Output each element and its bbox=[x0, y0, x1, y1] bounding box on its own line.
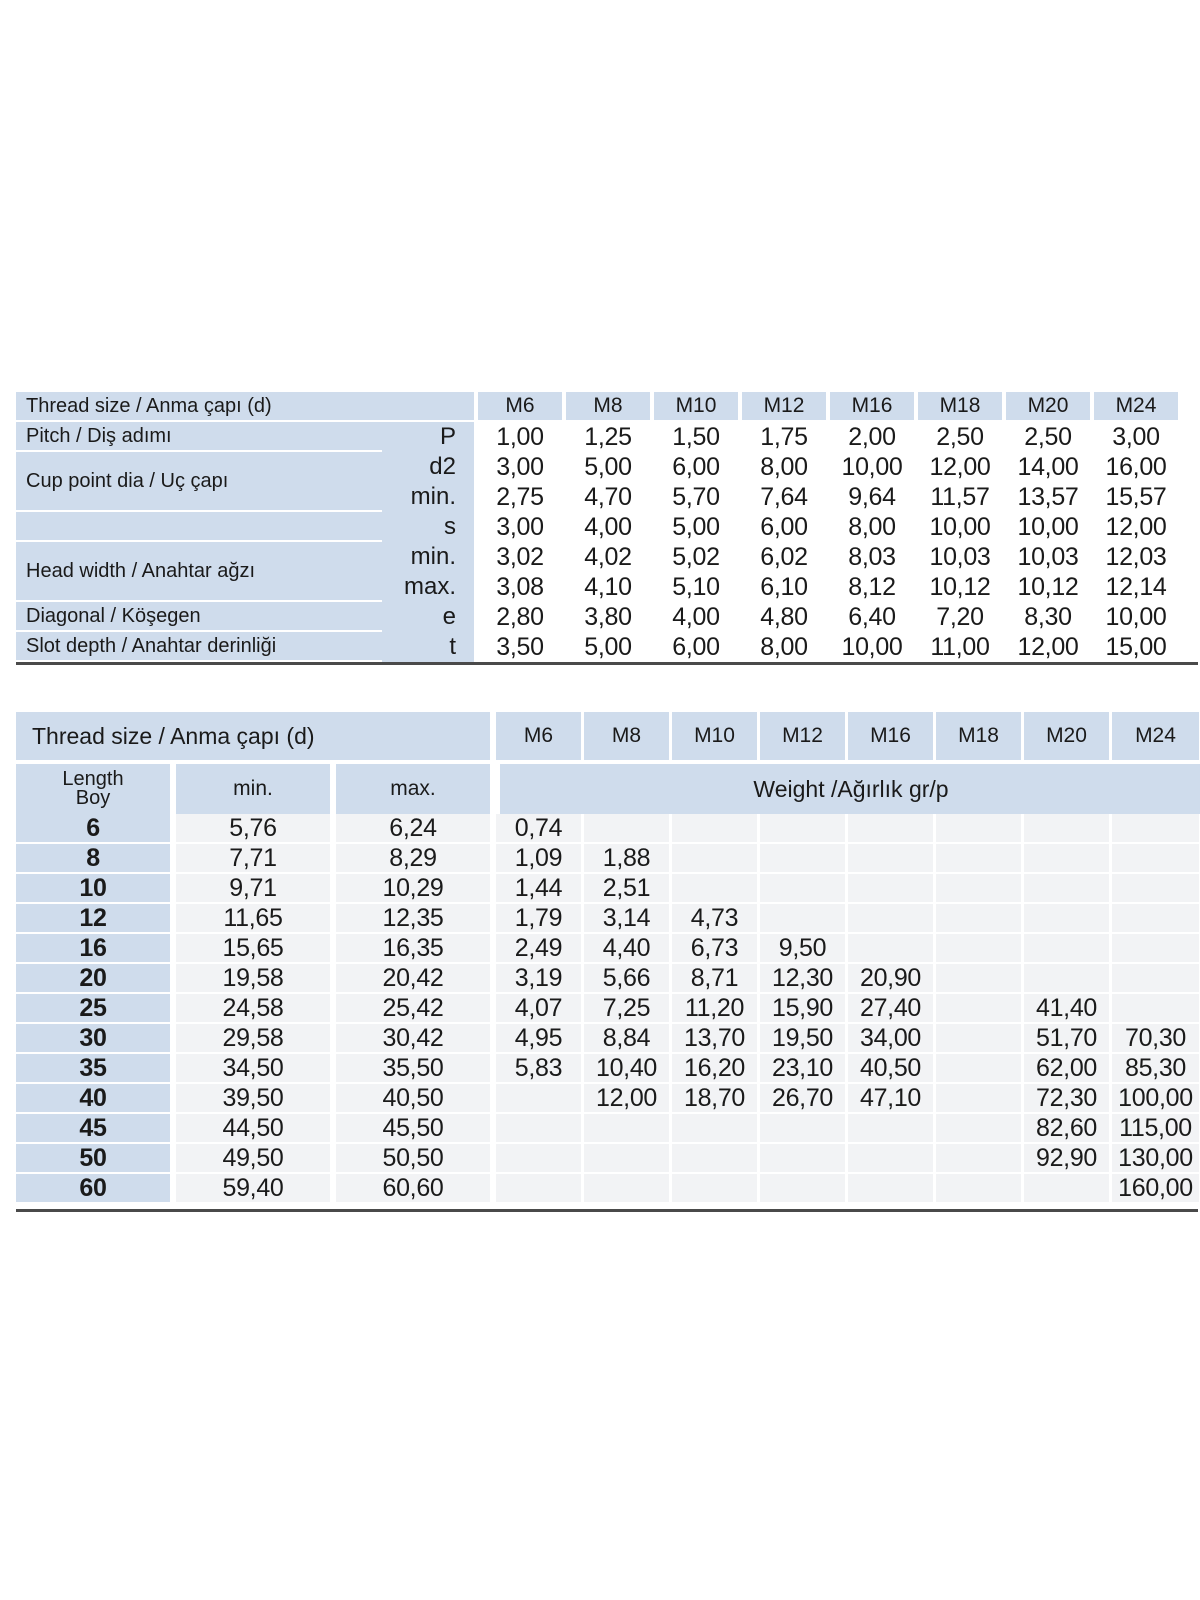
weight-cell bbox=[936, 964, 1024, 994]
value-cell: 1,00 bbox=[474, 422, 562, 452]
value-cell: 11,57 bbox=[914, 482, 1002, 512]
weight-cell: 4,07 bbox=[496, 994, 584, 1024]
size-header: M20 bbox=[1024, 712, 1112, 764]
value-cell: 12,00 bbox=[914, 452, 1002, 482]
weight-cell: 16,20 bbox=[672, 1054, 760, 1084]
value-cell: 2,00 bbox=[826, 422, 914, 452]
weight-cell bbox=[1024, 874, 1112, 904]
max-header: max. bbox=[336, 764, 490, 814]
value-cell: 8,00 bbox=[738, 632, 826, 662]
weight-cell: 13,70 bbox=[672, 1024, 760, 1054]
weight-cell: 4,40 bbox=[584, 934, 672, 964]
weight-cell bbox=[760, 1114, 848, 1144]
weight-cell: 34,00 bbox=[848, 1024, 936, 1054]
value-cell: 9,64 bbox=[826, 482, 914, 512]
value-cell: 5,70 bbox=[650, 482, 738, 512]
weight-cell: 115,00 bbox=[1112, 1114, 1200, 1144]
weight-cell bbox=[848, 874, 936, 904]
weight-header: Weight /Ağırlık gr/p bbox=[496, 764, 1200, 814]
weight-cell: 51,70 bbox=[1024, 1024, 1112, 1054]
table1-bottom-rule bbox=[16, 662, 1198, 665]
weight-cell: 92,90 bbox=[1024, 1144, 1112, 1174]
weight-cell bbox=[1112, 904, 1200, 934]
value-cell: 15,00 bbox=[1090, 632, 1178, 662]
length-cell: 12 bbox=[16, 904, 170, 934]
weight-cell bbox=[760, 844, 848, 874]
min-cell: 29,58 bbox=[176, 1024, 330, 1054]
value-cell: 10,12 bbox=[1002, 572, 1090, 602]
table2-bottom-rule bbox=[16, 1209, 1198, 1212]
value-cell: 12,03 bbox=[1090, 542, 1178, 572]
value-cell: 2,75 bbox=[474, 482, 562, 512]
value-cell: 8,30 bbox=[1002, 602, 1090, 632]
value-cell: 2,50 bbox=[1002, 422, 1090, 452]
weight-cell: 3,14 bbox=[584, 904, 672, 934]
value-cell: 4,80 bbox=[738, 602, 826, 632]
value-cell: 5,10 bbox=[650, 572, 738, 602]
weight-cell bbox=[496, 1174, 584, 1204]
weight-cell: 6,73 bbox=[672, 934, 760, 964]
length-header bbox=[16, 764, 170, 814]
weight-cell bbox=[584, 1114, 672, 1144]
weight-cell bbox=[936, 1174, 1024, 1204]
value-cell: 5,00 bbox=[650, 512, 738, 542]
length-cell: 6 bbox=[16, 814, 170, 844]
weight-cell bbox=[1024, 814, 1112, 844]
value-cell: 12,14 bbox=[1090, 572, 1178, 602]
value-cell: 4,02 bbox=[562, 542, 650, 572]
weight-cell bbox=[496, 1144, 584, 1174]
min-cell: 24,58 bbox=[176, 994, 330, 1024]
weight-cell bbox=[1112, 844, 1200, 874]
value-cell: 6,00 bbox=[650, 452, 738, 482]
value-cell: 8,03 bbox=[826, 542, 914, 572]
row-label: Cup point dia / Uç çapı bbox=[16, 452, 382, 512]
weight-cell: 1,79 bbox=[496, 904, 584, 934]
size-header: M18 bbox=[936, 712, 1024, 764]
value-cell: 6,00 bbox=[650, 632, 738, 662]
weight-cell: 1,44 bbox=[496, 874, 584, 904]
weight-cell: 23,10 bbox=[760, 1054, 848, 1084]
value-cell: 8,00 bbox=[826, 512, 914, 542]
weight-cell bbox=[936, 994, 1024, 1024]
value-cell: 10,00 bbox=[826, 452, 914, 482]
weight-cell: 40,50 bbox=[848, 1054, 936, 1084]
weight-cell bbox=[1024, 934, 1112, 964]
weight-cell: 47,10 bbox=[848, 1084, 936, 1114]
size-header: M10 bbox=[650, 392, 738, 422]
weight-cell bbox=[760, 874, 848, 904]
value-cell: 5,02 bbox=[650, 542, 738, 572]
size-header: M12 bbox=[738, 392, 826, 422]
weight-cell bbox=[936, 1114, 1024, 1144]
weight-cell bbox=[1112, 814, 1200, 844]
weight-cell: 85,30 bbox=[1112, 1054, 1200, 1084]
max-cell: 35,50 bbox=[336, 1054, 490, 1084]
size-header: M16 bbox=[826, 392, 914, 422]
weight-cell bbox=[848, 1144, 936, 1174]
weight-cell bbox=[584, 1144, 672, 1174]
max-cell: 10,29 bbox=[336, 874, 490, 904]
thread-size-label: Thread size / Anma çapı (d) bbox=[16, 712, 490, 764]
size-header: M20 bbox=[1002, 392, 1090, 422]
weight-cell bbox=[936, 814, 1024, 844]
weight-cell: 8,84 bbox=[584, 1024, 672, 1054]
header-spacer bbox=[382, 392, 474, 422]
weight-cell bbox=[1112, 994, 1200, 1024]
value-cell: 10,03 bbox=[914, 542, 1002, 572]
size-header: M16 bbox=[848, 712, 936, 764]
weight-cell bbox=[1024, 844, 1112, 874]
max-cell: 60,60 bbox=[336, 1174, 490, 1204]
row-symbol: d2 bbox=[382, 452, 474, 482]
value-cell: 4,10 bbox=[562, 572, 650, 602]
weight-cell: 12,00 bbox=[584, 1084, 672, 1114]
thread-size-label: Thread size / Anma çapı (d) bbox=[16, 392, 382, 422]
value-cell: 3,80 bbox=[562, 602, 650, 632]
value-cell: 4,00 bbox=[650, 602, 738, 632]
value-cell: 4,70 bbox=[562, 482, 650, 512]
row-symbol: e bbox=[382, 602, 474, 632]
weight-cell bbox=[584, 1174, 672, 1204]
min-cell: 59,40 bbox=[176, 1174, 330, 1204]
length-cell: 30 bbox=[16, 1024, 170, 1054]
min-cell: 39,50 bbox=[176, 1084, 330, 1114]
weight-cell bbox=[760, 814, 848, 844]
value-cell: 6,02 bbox=[738, 542, 826, 572]
max-cell: 25,42 bbox=[336, 994, 490, 1024]
row-symbol: min. bbox=[382, 542, 474, 572]
weight-cell bbox=[1024, 1174, 1112, 1204]
weight-cell: 160,00 bbox=[1112, 1174, 1200, 1204]
size-header: M18 bbox=[914, 392, 1002, 422]
value-cell: 5,00 bbox=[562, 452, 650, 482]
weight-cell bbox=[760, 1144, 848, 1174]
value-cell: 10,12 bbox=[914, 572, 1002, 602]
size-header: M24 bbox=[1090, 392, 1178, 422]
weight-cell bbox=[936, 1054, 1024, 1084]
max-cell: 40,50 bbox=[336, 1084, 490, 1114]
max-cell: 30,42 bbox=[336, 1024, 490, 1054]
boy-label: Boy bbox=[75, 787, 111, 809]
weight-cell: 5,66 bbox=[584, 964, 672, 994]
value-cell: 12,00 bbox=[1002, 632, 1090, 662]
max-cell: 8,29 bbox=[336, 844, 490, 874]
weight-cell: 20,90 bbox=[848, 964, 936, 994]
max-cell: 16,35 bbox=[336, 934, 490, 964]
weight-cell bbox=[936, 1084, 1024, 1114]
value-cell: 7,64 bbox=[738, 482, 826, 512]
weight-cell bbox=[848, 1114, 936, 1144]
size-header: M10 bbox=[672, 712, 760, 764]
row-symbol: t bbox=[382, 632, 474, 662]
size-header: M12 bbox=[760, 712, 848, 764]
weight-cell bbox=[672, 1114, 760, 1144]
weight-cell bbox=[672, 1144, 760, 1174]
value-cell: 6,00 bbox=[738, 512, 826, 542]
min-cell: 5,76 bbox=[176, 814, 330, 844]
value-cell: 2,80 bbox=[474, 602, 562, 632]
size-header: M24 bbox=[1112, 712, 1200, 764]
length-cell: 60 bbox=[16, 1174, 170, 1204]
weight-cell: 0,74 bbox=[496, 814, 584, 844]
weight-cell: 2,49 bbox=[496, 934, 584, 964]
weight-cell: 7,25 bbox=[584, 994, 672, 1024]
value-cell: 4,00 bbox=[562, 512, 650, 542]
length-cell: 16 bbox=[16, 934, 170, 964]
weight-cell: 100,00 bbox=[1112, 1084, 1200, 1114]
min-cell: 34,50 bbox=[176, 1054, 330, 1084]
length-cell: 8 bbox=[16, 844, 170, 874]
weight-cell bbox=[760, 904, 848, 934]
weight-cell: 19,50 bbox=[760, 1024, 848, 1054]
weight-cell bbox=[1024, 964, 1112, 994]
weight-cell bbox=[936, 904, 1024, 934]
row-label: Head width / Anahtar ağzı bbox=[16, 542, 382, 602]
weight-cell: 26,70 bbox=[760, 1084, 848, 1114]
value-cell: 10,00 bbox=[1002, 512, 1090, 542]
weight-cell bbox=[496, 1084, 584, 1114]
weight-cell: 72,30 bbox=[1024, 1084, 1112, 1114]
weight-cell bbox=[936, 1144, 1024, 1174]
weight-cell: 27,40 bbox=[848, 994, 936, 1024]
size-header: M6 bbox=[474, 392, 562, 422]
value-cell: 3,08 bbox=[474, 572, 562, 602]
weight-cell: 82,60 bbox=[1024, 1114, 1112, 1144]
value-cell: 3,50 bbox=[474, 632, 562, 662]
length-cell: 20 bbox=[16, 964, 170, 994]
length-cell: 25 bbox=[16, 994, 170, 1024]
weight-cell bbox=[672, 1174, 760, 1204]
weight-cell: 15,90 bbox=[760, 994, 848, 1024]
max-cell: 6,24 bbox=[336, 814, 490, 844]
length-cell: 40 bbox=[16, 1084, 170, 1114]
row-symbol: P bbox=[382, 422, 474, 452]
value-cell: 14,00 bbox=[1002, 452, 1090, 482]
value-cell: 1,50 bbox=[650, 422, 738, 452]
min-cell: 7,71 bbox=[176, 844, 330, 874]
value-cell: 1,25 bbox=[562, 422, 650, 452]
weight-cell: 1,88 bbox=[584, 844, 672, 874]
size-header: M8 bbox=[562, 392, 650, 422]
weight-cell: 4,73 bbox=[672, 904, 760, 934]
length-cell: 35 bbox=[16, 1054, 170, 1084]
value-cell: 3,00 bbox=[1090, 422, 1178, 452]
row-symbol: min. bbox=[382, 482, 474, 512]
weight-cell: 1,09 bbox=[496, 844, 584, 874]
row-symbol: max. bbox=[382, 572, 474, 602]
weight-cell: 10,40 bbox=[584, 1054, 672, 1084]
weight-cell: 11,20 bbox=[672, 994, 760, 1024]
weight-cell: 41,40 bbox=[1024, 994, 1112, 1024]
min-cell: 44,50 bbox=[176, 1114, 330, 1144]
row-label: Slot depth / Anahtar derinliği bbox=[16, 632, 382, 662]
value-cell: 8,00 bbox=[738, 452, 826, 482]
weight-cell: 8,71 bbox=[672, 964, 760, 994]
value-cell: 15,57 bbox=[1090, 482, 1178, 512]
max-cell: 50,50 bbox=[336, 1144, 490, 1174]
value-cell: 16,00 bbox=[1090, 452, 1178, 482]
min-cell: 19,58 bbox=[176, 964, 330, 994]
value-cell: 7,20 bbox=[914, 602, 1002, 632]
weight-cell bbox=[848, 814, 936, 844]
weight-cell bbox=[1112, 964, 1200, 994]
value-cell: 11,00 bbox=[914, 632, 1002, 662]
size-header: M6 bbox=[496, 712, 584, 764]
weight-cell bbox=[936, 844, 1024, 874]
min-cell: 49,50 bbox=[176, 1144, 330, 1174]
weight-cell: 12,30 bbox=[760, 964, 848, 994]
weight-cell bbox=[848, 934, 936, 964]
value-cell: 10,00 bbox=[1090, 602, 1178, 632]
weight-cell: 9,50 bbox=[760, 934, 848, 964]
length-cell: 45 bbox=[16, 1114, 170, 1144]
dimensions-table bbox=[16, 392, 1198, 662]
value-cell: 5,00 bbox=[562, 632, 650, 662]
weight-cell: 2,51 bbox=[584, 874, 672, 904]
row-label bbox=[16, 512, 382, 542]
value-cell: 10,00 bbox=[914, 512, 1002, 542]
value-cell: 10,03 bbox=[1002, 542, 1090, 572]
value-cell: 8,12 bbox=[826, 572, 914, 602]
weight-cell: 70,30 bbox=[1112, 1024, 1200, 1054]
weight-cell bbox=[496, 1114, 584, 1144]
min-cell: 11,65 bbox=[176, 904, 330, 934]
weight-cell bbox=[848, 844, 936, 874]
max-cell: 12,35 bbox=[336, 904, 490, 934]
weight-cell bbox=[672, 874, 760, 904]
weight-table bbox=[16, 712, 1198, 1204]
weight-cell bbox=[760, 1174, 848, 1204]
weight-cell bbox=[848, 904, 936, 934]
weight-cell bbox=[848, 1174, 936, 1204]
row-label: Pitch / Diş adımı bbox=[16, 422, 382, 452]
value-cell: 3,00 bbox=[474, 452, 562, 482]
value-cell: 6,40 bbox=[826, 602, 914, 632]
weight-cell bbox=[1112, 874, 1200, 904]
length-cell: 50 bbox=[16, 1144, 170, 1174]
min-header: min. bbox=[176, 764, 330, 814]
weight-cell bbox=[584, 814, 672, 844]
size-header: M8 bbox=[584, 712, 672, 764]
weight-cell bbox=[936, 874, 1024, 904]
min-cell: 9,71 bbox=[176, 874, 330, 904]
value-cell: 10,00 bbox=[826, 632, 914, 662]
weight-cell bbox=[1112, 934, 1200, 964]
max-cell: 20,42 bbox=[336, 964, 490, 994]
value-cell: 3,02 bbox=[474, 542, 562, 572]
weight-cell: 4,95 bbox=[496, 1024, 584, 1054]
value-cell: 6,10 bbox=[738, 572, 826, 602]
value-cell: 2,50 bbox=[914, 422, 1002, 452]
value-cell: 3,00 bbox=[474, 512, 562, 542]
weight-cell: 3,19 bbox=[496, 964, 584, 994]
weight-cell: 5,83 bbox=[496, 1054, 584, 1084]
row-symbol: s bbox=[382, 512, 474, 542]
length-label: Length bbox=[62, 768, 124, 790]
length-cell: 10 bbox=[16, 874, 170, 904]
value-cell: 13,57 bbox=[1002, 482, 1090, 512]
weight-cell: 62,00 bbox=[1024, 1054, 1112, 1084]
value-cell: 12,00 bbox=[1090, 512, 1178, 542]
weight-cell bbox=[672, 844, 760, 874]
weight-cell: 130,00 bbox=[1112, 1144, 1200, 1174]
weight-cell bbox=[936, 1024, 1024, 1054]
value-cell: 1,75 bbox=[738, 422, 826, 452]
weight-cell bbox=[936, 934, 1024, 964]
min-cell: 15,65 bbox=[176, 934, 330, 964]
max-cell: 45,50 bbox=[336, 1114, 490, 1144]
weight-cell: 18,70 bbox=[672, 1084, 760, 1114]
weight-cell bbox=[672, 814, 760, 844]
weight-cell bbox=[1024, 904, 1112, 934]
row-label: Diagonal / Köşegen bbox=[16, 602, 382, 632]
